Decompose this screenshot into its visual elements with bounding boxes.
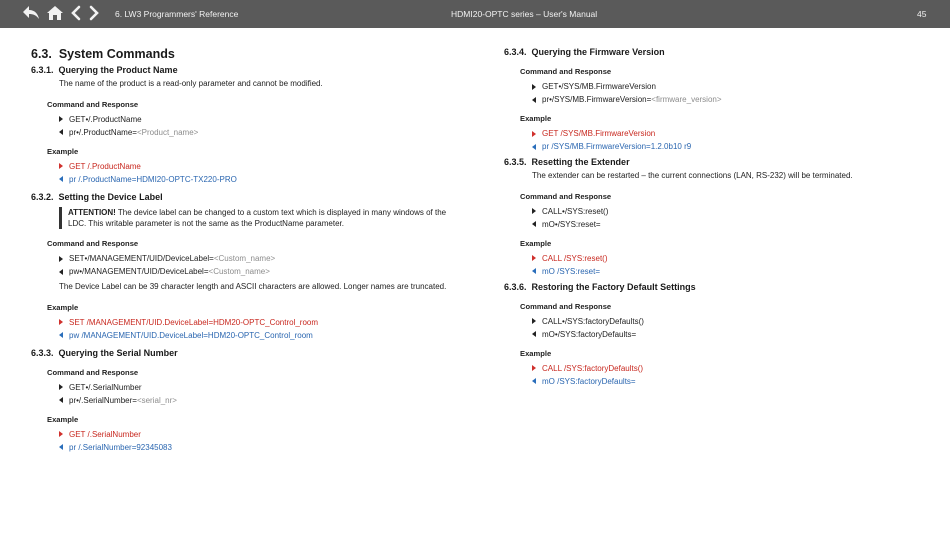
arrow-right-icon [59, 384, 63, 390]
command-response-label: Command and Response [47, 239, 139, 249]
example-response-text: mO /SYS:reset= [542, 266, 601, 276]
example-command [59, 430, 471, 439]
arrow-right-icon [532, 365, 536, 371]
description: The name of the product is a read-only parameter and cannot be modified. [59, 79, 323, 88]
subsection-heading [31, 65, 471, 75]
subsection-number: 6.3.6. [504, 281, 527, 292]
command-response-label: Command and Response [520, 191, 612, 201]
back-icon[interactable] [22, 5, 40, 23]
example-response-text: mO /SYS:factoryDefaults= [542, 376, 636, 386]
command-text: GET•/.ProductName [69, 114, 142, 124]
example-command-text: GET /.SerialNumber [69, 429, 141, 439]
example-label: Example [47, 146, 79, 156]
command-text: CALL•/SYS:reset() [542, 206, 609, 216]
arrow-left-icon [532, 331, 536, 337]
subsection-heading [31, 192, 471, 202]
response-text: mO•/SYS:factoryDefaults= [542, 329, 637, 339]
arrow-right-icon [59, 116, 63, 122]
arrow-right-icon [59, 319, 63, 325]
example-command [59, 162, 471, 171]
arrow-left-icon [59, 444, 63, 450]
example-command [532, 364, 924, 373]
response-text: pr•/SYS/MB.FirmwareVersion= [542, 95, 652, 104]
example-response [532, 377, 924, 386]
example-response [59, 443, 471, 452]
chapter-title: 6. LW3 Programmers' Reference [115, 9, 239, 19]
response-line [532, 220, 924, 229]
subsection-number: 6.3.5. [504, 157, 527, 167]
subsection-number: 6.3.3. [31, 347, 54, 358]
command-line [59, 115, 471, 124]
response-text: pr•/.SerialNumber= [69, 395, 137, 405]
example-command-text: SET /MANAGEMENT/UID.DeviceLabel=HDM20-OPTC_Control_room [69, 317, 319, 327]
left-column [31, 44, 471, 456]
example-label: Example [47, 414, 79, 424]
chevron-right-icon[interactable] [88, 5, 100, 23]
command-line [532, 82, 924, 91]
arrow-left-icon [532, 144, 536, 150]
arrow-right-icon [59, 163, 63, 169]
subsection-title: Resetting the Extender [531, 157, 630, 167]
example-response [59, 175, 471, 184]
example-label: Example [47, 302, 79, 312]
response-text: pr•/.ProductName= [69, 127, 137, 137]
response-line [59, 396, 471, 405]
arrow-left-icon [532, 378, 536, 384]
subsection-heading [504, 47, 924, 57]
arrow-right-icon [59, 256, 63, 262]
example-response-text: pr /.SerialNumber=92345083 [69, 442, 172, 452]
command-text: CALL•/SYS:factoryDefaults() [542, 316, 644, 326]
example-command-text: GET /SYS/MB.FirmwareVersion [542, 129, 656, 138]
subsection-number: 6.3.4. [504, 47, 527, 57]
example-response-text: pw /MANAGEMENT/UID.DeviceLabel=HDM20-OPTC_Control_room [69, 330, 313, 340]
attention-heading: ATTENTION! [68, 207, 116, 217]
command-line [59, 254, 471, 263]
response-text: mO•/SYS:reset= [542, 219, 601, 229]
home-icon[interactable] [46, 5, 64, 23]
chevron-left-icon[interactable] [70, 5, 82, 23]
command-text: GET•/.SerialNumber [69, 382, 142, 392]
subsection-title: Querying the Serial Number [58, 347, 178, 358]
arrow-left-icon [59, 176, 63, 182]
example-label: Example [520, 348, 552, 358]
response-param: <Custom_name> [208, 267, 270, 277]
example-command [59, 318, 471, 327]
subsection-title: Setting the Device Label [58, 191, 163, 202]
section-title: System Commands [58, 47, 175, 61]
description: The extender can be restarted – the current connections (LAN, RS-232) will be terminated. [532, 171, 853, 180]
example-label: Example [520, 238, 552, 248]
subsection-number: 6.3.2. [31, 191, 54, 202]
subsection-title: Restoring the Factory Default Settings [531, 281, 696, 292]
arrow-left-icon [59, 129, 63, 135]
example-command [532, 129, 924, 138]
arrow-right-icon [532, 131, 536, 137]
section-heading [31, 47, 471, 61]
nav-icons [22, 5, 106, 23]
arrow-right-icon [532, 318, 536, 324]
subsection-heading [504, 157, 924, 167]
response-line [59, 267, 471, 276]
example-command-text: CALL /SYS:factoryDefaults() [542, 363, 644, 373]
example-response [532, 142, 924, 151]
example-response-text: pr /.ProductName=HDMI20-OPTC-TX220-PRO [69, 174, 237, 184]
response-param: <serial_nr> [136, 395, 177, 405]
command-line [59, 383, 471, 392]
subsection-title: Querying the Product Name [58, 65, 178, 75]
arrow-left-icon [532, 268, 536, 274]
arrow-right-icon [532, 84, 536, 90]
response-line [532, 95, 924, 104]
subsection-heading [31, 348, 471, 358]
attention-box [59, 207, 458, 229]
subsection-title: Querying the Firmware Version [531, 47, 665, 57]
arrow-left-icon [532, 97, 536, 103]
command-response-label: Command and Response [520, 67, 612, 76]
example-response [59, 331, 471, 340]
arrow-right-icon [532, 208, 536, 214]
arrow-right-icon [532, 255, 536, 261]
arrow-right-icon [59, 431, 63, 437]
command-response-label: Command and Response [47, 367, 139, 377]
manual-title: HDMI20-OPTC series – User's Manual [451, 9, 598, 19]
response-line [532, 330, 924, 339]
arrow-left-icon [59, 269, 63, 275]
example-response [532, 267, 924, 276]
example-command-text: GET /.ProductName [69, 161, 141, 171]
example-command [532, 254, 924, 263]
subsection-heading [504, 282, 924, 292]
subsection-number: 6.3.1. [31, 65, 54, 75]
command-line [532, 317, 924, 326]
command-response-label: Command and Response [520, 301, 612, 311]
arrow-left-icon [59, 397, 63, 403]
page-number: 45 [917, 9, 927, 19]
section-number: 6.3. [31, 47, 52, 61]
command-line [532, 207, 924, 216]
note: The Device Label can be 39 character length and ASCII characters are allowed. Longer names are truncated. [59, 282, 447, 292]
command-response-label: Command and Response [47, 99, 139, 109]
arrow-left-icon [59, 332, 63, 338]
attention-text: The device label can be changed to a custom text which is displayed in many windows of the LDC. This writable parameter is not the same as the ProductName parameter. [68, 207, 447, 228]
response-line [59, 128, 471, 137]
arrow-left-icon [532, 221, 536, 227]
example-label: Example [520, 114, 552, 123]
command-param: <Custom_name> [213, 254, 276, 264]
response-param: <firmware_version> [651, 95, 722, 104]
command-text: SET•/MANAGEMENT/UID/DeviceLabel= [69, 254, 214, 264]
top-bar [0, 0, 950, 28]
example-response-text: pr /SYS/MB.FirmwareVersion=1.2.0b10 r9 [542, 142, 692, 151]
response-text: pw•/MANAGEMENT/UID/DeviceLabel= [69, 267, 209, 277]
command-text: GET•/SYS/MB.FirmwareVersion [542, 82, 656, 91]
right-column [504, 44, 924, 390]
example-command-text: CALL /SYS:reset() [542, 253, 608, 263]
response-param: <Product_name> [136, 127, 199, 137]
